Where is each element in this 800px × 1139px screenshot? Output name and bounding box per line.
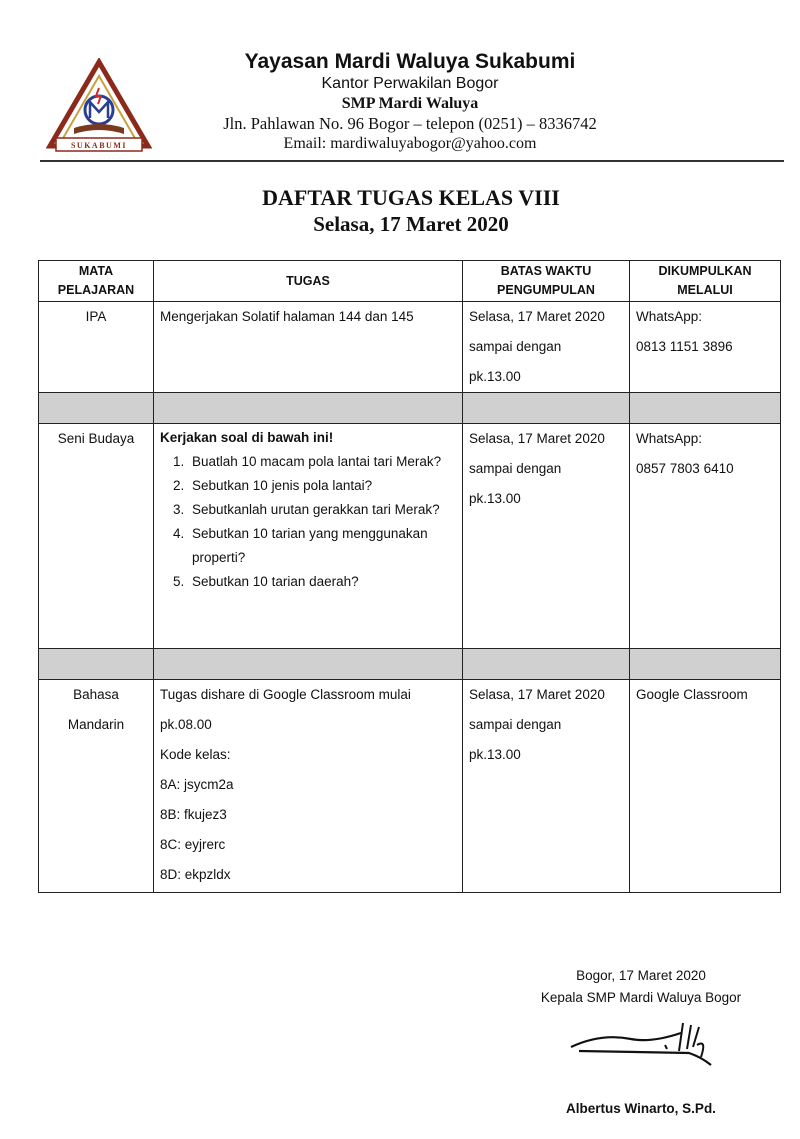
separator-cell [463, 393, 630, 424]
list-item: 3. Sebutkanlah urutan gerakkan tari Merak? [188, 498, 456, 522]
subject-line2: Mandarin [67, 717, 125, 732]
deadline-cell [463, 302, 630, 393]
header-via-line2: MELALUI [677, 283, 733, 297]
table-row [39, 424, 781, 649]
deadline-cell [463, 680, 630, 893]
separator-cell [154, 649, 463, 680]
via-channel: WhatsApp: [636, 431, 703, 446]
header-deadline-line1: BATAS WAKTU [500, 264, 592, 278]
signature-icon [561, 1017, 721, 1075]
document-date: Selasa, 17 Maret 2020 [313, 212, 509, 236]
table-row [39, 680, 781, 893]
task-heading: Kerjakan soal di bawah ini! [160, 430, 334, 445]
table-separator-row [39, 649, 781, 680]
list-item: 1. Buatlah 10 macam pola lantai tari Merak? [188, 450, 456, 474]
school-name: SMP Mardi Waluya [341, 95, 479, 112]
header-task: TUGAS [154, 261, 463, 302]
document-heading [0, 185, 800, 237]
school-address: Jln. Pahlawan No. 96 Bogor – telepon (0251) – 8336742 [223, 114, 597, 133]
subject-cell: Seni Budaya [39, 424, 154, 649]
subject-cell [39, 680, 154, 893]
deadline-until: sampai dengan [469, 339, 562, 354]
list-item: 2. Sebutkan 10 jenis pola lantai? [188, 474, 456, 498]
subject-line1: Bahasa [73, 687, 119, 702]
deadline-cell [463, 424, 630, 649]
document-title: DAFTAR TUGAS KELAS VIII [262, 185, 560, 210]
task-line: Tugas dishare di Google Classroom mulai [160, 687, 411, 702]
deadline-time: pk.13.00 [469, 747, 521, 762]
via-contact: 0813 1151 3896 [636, 339, 733, 354]
header-via-line1: DIKUMPULKAN [658, 264, 752, 278]
header-subject-line1: MATA [78, 264, 114, 278]
separator-cell [630, 649, 781, 680]
deadline-time: pk.13.00 [469, 491, 521, 506]
class-code: 8C: eyjrerc [160, 837, 226, 852]
via-cell [630, 424, 781, 649]
signature-role: Kepala SMP Mardi Waluya Bogor [540, 990, 742, 1005]
header-via [630, 261, 781, 302]
school-logo-icon [44, 58, 154, 154]
separator-cell [463, 649, 630, 680]
separator-cell [630, 393, 781, 424]
office-name: Kantor Perwakilan Bogor [321, 75, 499, 92]
header-deadline [463, 261, 630, 302]
organization-name: Yayasan Mardi Waluya Sukabumi [244, 50, 576, 73]
deadline-date: Selasa, 17 Maret 2020 [469, 687, 605, 702]
via-cell [630, 302, 781, 393]
class-code: 8A: jsycm2a [160, 777, 234, 792]
deadline-until: sampai dengan [469, 461, 562, 476]
table-row [39, 302, 781, 393]
subject-cell: IPA [39, 302, 154, 393]
signature-place-date: Bogor, 17 Maret 2020 [576, 968, 706, 983]
separator-cell [154, 393, 463, 424]
task-table [38, 260, 781, 893]
header-subject-line2: PELAJARAN [57, 283, 135, 297]
separator-cell [39, 649, 154, 680]
list-item: 4. Sebutkan 10 tarian yang menggunakan properti? [188, 522, 456, 570]
logo-text: SUKABUMI [70, 141, 128, 150]
task-line: pk.08.00 [160, 717, 212, 732]
letterhead [160, 50, 660, 154]
via-cell: Google Classroom [630, 680, 781, 893]
task-cell: Mengerjakan Solatif halaman 144 dan 145 [154, 302, 463, 393]
via-channel: WhatsApp: [636, 309, 703, 324]
deadline-date: Selasa, 17 Maret 2020 [469, 431, 605, 446]
table-header-row [39, 261, 781, 302]
header-subject [39, 261, 154, 302]
class-code: 8D: ekpzldx [160, 867, 231, 882]
list-item: 5. Sebutkan 10 tarian daerah? [188, 570, 456, 594]
separator-cell [39, 393, 154, 424]
table-separator-row [39, 393, 781, 424]
task-cell [154, 424, 463, 649]
task-line: Kode kelas: [160, 747, 231, 762]
signatory-name: Albertus Winarto, S.Pd. [566, 1101, 716, 1116]
school-email: Email: mardiwaluyabogor@yahoo.com [283, 135, 537, 152]
header-deadline-line2: PENGUMPULAN [497, 283, 595, 297]
class-code: 8B: fkujez3 [160, 807, 227, 822]
via-contact: 0857 7803 6410 [636, 461, 734, 476]
deadline-date: Selasa, 17 Maret 2020 [469, 309, 605, 324]
signature-block [526, 965, 756, 1119]
deadline-time: pk.13.00 [469, 369, 521, 384]
deadline-until: sampai dengan [469, 717, 562, 732]
letterhead-divider [40, 160, 784, 162]
task-list [160, 450, 456, 594]
task-cell [154, 680, 463, 893]
